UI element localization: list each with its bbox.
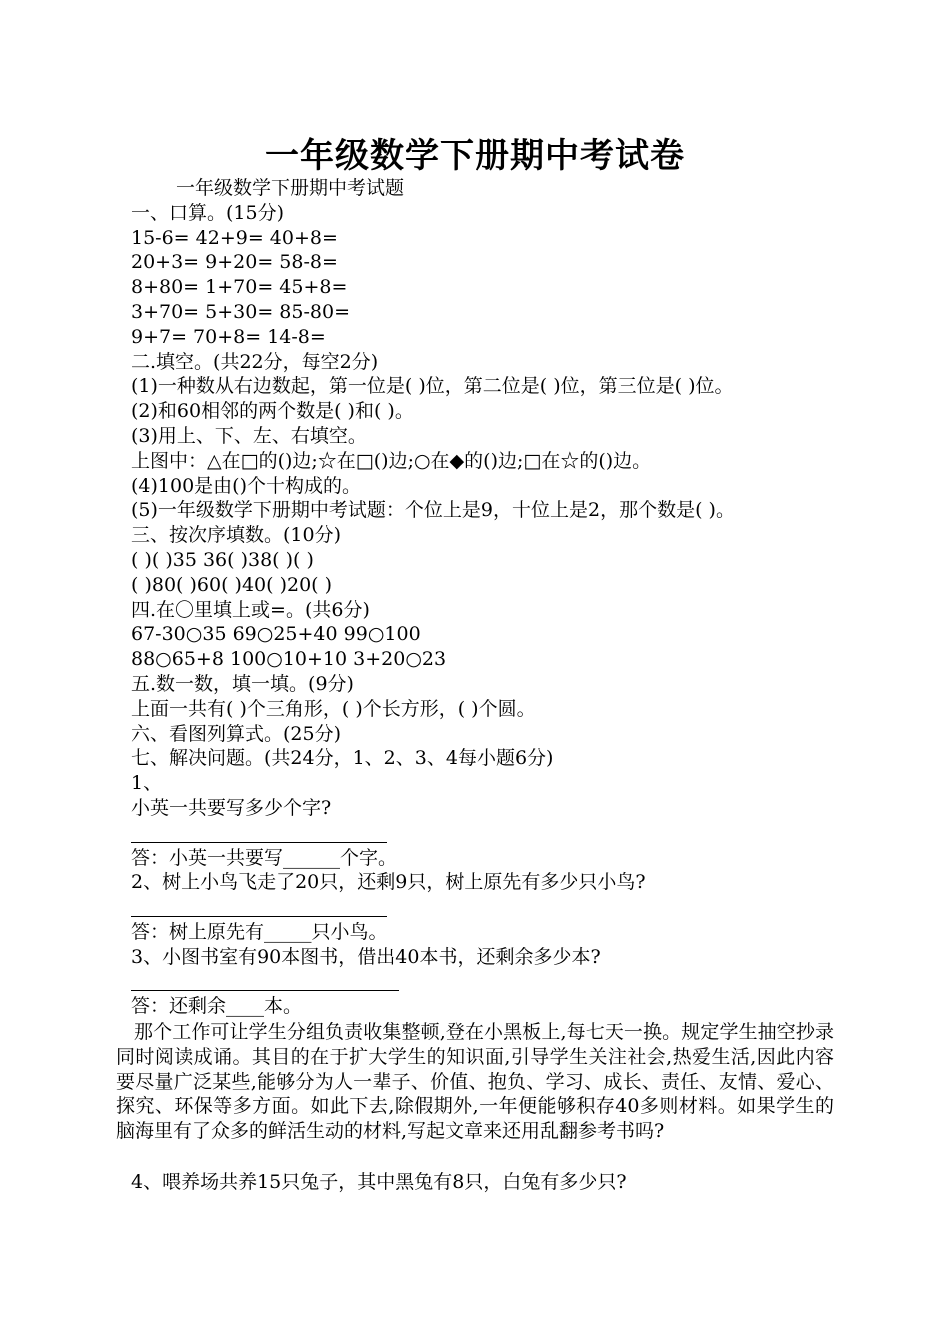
compare-row: 88○65+8 100○10+10 3+20○23 bbox=[131, 648, 447, 671]
answer-text: 答：小英一共要写______个字。 bbox=[131, 846, 398, 869]
calc-row: 9+7= 70+8= 14-8= bbox=[131, 325, 326, 348]
answer-text: 答：还剩余____本。 bbox=[131, 995, 303, 1018]
page-title: 一年级数学下册期中考试卷 bbox=[265, 136, 685, 176]
compare-row: 67-30○35 69○25+40 99○100 bbox=[131, 623, 421, 646]
question-text: (3)用上、下、左、右填空。 bbox=[131, 424, 367, 447]
calc-row: 8+80= 1+70= 45+8= bbox=[131, 276, 348, 299]
answer-line bbox=[131, 895, 843, 920]
question-text: (2)和60相邻的两个数是( )和( )。 bbox=[131, 400, 414, 423]
section-heading-sequence: 三、按次序填数。(10分) bbox=[131, 524, 342, 547]
question-text: 上面一共有( )个三角形，( )个长方形，( )个圆。 bbox=[131, 697, 536, 720]
calc-row: 15-6= 42+9= 40+8= bbox=[131, 226, 338, 249]
calc-row: 3+70= 5+30= 85-80= bbox=[131, 300, 350, 323]
problem-text: 3、小图书室有90本图书，借出40本书，还剩余多少本? bbox=[131, 945, 601, 968]
problem-text: 2、树上小鸟飞走了20只，还剩9只，树上原先有多少只小鸟? bbox=[131, 871, 646, 894]
question-text: (1)一种数从右边数起，第一位是( )位，第二位是( )位，第三位是( )位。 bbox=[131, 375, 734, 398]
answer-line bbox=[131, 821, 843, 846]
section-heading-picture-equation: 六、看图列算式。(25分) bbox=[131, 722, 342, 745]
question-text: 上图中：△在□的()边;☆在□()边;○在◆的()边;□在☆的()边。 bbox=[131, 449, 652, 472]
answer-text: 答：树上原先有_____只小鸟。 bbox=[131, 920, 388, 943]
section-heading-count: 五.数一数，填一填。(9分) bbox=[131, 672, 354, 695]
section-heading-fill-blank: 二.填空。(共22分，每空2分) bbox=[131, 350, 379, 373]
calc-row: 20+3= 9+20= 58-8= bbox=[131, 251, 338, 274]
subtitle: 一年级数学下册期中考试题 bbox=[176, 177, 405, 199]
section-heading-word-problems: 七、解决问题。(共24分，1、2、3、4每小题6分) bbox=[131, 747, 554, 770]
question-text: (5)一年级数学下册期中考试题：个位上是9，十位上是2，那个数是( )。 bbox=[131, 499, 735, 522]
exam-body bbox=[131, 176, 843, 1019]
problem-number: 1、 bbox=[131, 772, 163, 795]
answer-line bbox=[131, 970, 843, 995]
section-heading-compare: 四.在〇里填上或=。(共6分) bbox=[131, 598, 370, 621]
problem-text: 小英一共要写多少个字? bbox=[131, 796, 332, 819]
question-text: (4)100是由()个十构成的。 bbox=[131, 474, 362, 497]
sequence-row: ( )80( )60( )40( )20( ) bbox=[131, 573, 333, 596]
sequence-row: ( )( )35 36( )38( )( ) bbox=[131, 548, 314, 571]
section-heading-oral-calc: 一、口算。(15分) bbox=[131, 201, 285, 224]
body-paragraph: 那个工作可让学生分组负责收集整顿,登在小黑板上,每七天一换。规定学生抽空抄录同时阅读成诵。其目的在于扩大学生的知识面,引导学生关注社会,热爱生活,因此内容要尽量广泛某些,能够分为人一辈子、价值、抱负、学习、成长、责任、友情、爱心、探究、环保等多方面。如此下去,除假期外,一年便能够积存40多则材料。如果学生的脑海里有了众多的鲜活生动的材料,写起文章来还用乱翻参考书吗? bbox=[116, 1021, 834, 1143]
problem-text: 4、喂养场共养15只兔子，其中黑兔有8只，白兔有多少只? bbox=[131, 1171, 627, 1193]
